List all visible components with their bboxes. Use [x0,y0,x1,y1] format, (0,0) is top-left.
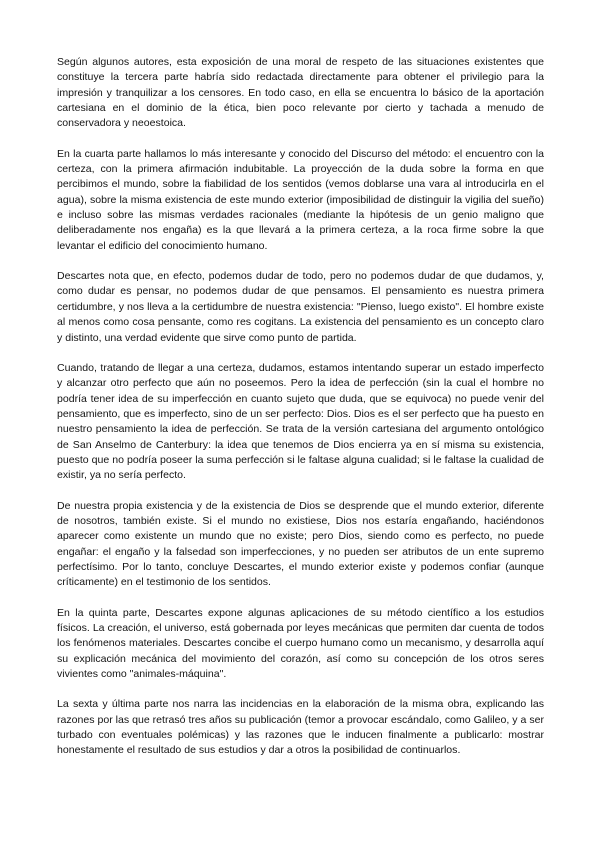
paragraph-idea-de-perfeccion: Cuando, tratando de llegar a una certeza, dudamos, estamos intentando superar un estado imperfecto y alcanzar otro perfecto que aún no poseemos. Pero la idea de perfección (sin la cual el hombre no podría tener idea de su imperfección en cuanto sujeto que duda, que se equivoca) no puede venir del pensamiento, que es imperfecto, sino de un ser perfecto: Dios. Dios es el ser perfecto que ha puesto en nuestro pensamiento la idea de perfección. Se trata de la versión cartesiana del argumento ontológico de San Anselmo de Canterbury: la idea que tenemos de Dios encierra ya en sí misma su existencia, puesto que no podría poseer la suma perfección si le faltase alguna cualidad; si le faltase la cualidad de existir, ya no sería perfecto. [57,361,544,482]
paragraph-mundo-exterior: De nuestra propia existencia y de la existencia de Dios se desprende que el mundo exterior, diferente de nosotros, también existe. Si el mundo no existiese, Dios nos estaría engañando, haciéndonos aparecer como existente un mundo que no existe; pero Dios, siendo como es perfecto, no puede engañar: el engaño y la falsedad son imperfecciones, y no pueden ser atributos de un ente supremo perfectísimo. Por lo tanto, concluye Descartes, el mundo exterior existe y podemos confiar (aunque críticamente) en el testimonio de los sentidos. [57,499,544,589]
paragraph-cogito: Descartes nota que, en efecto, podemos dudar de todo, pero no podemos dudar de que dudamos, y, como dudar es pensar, no podemos dudar de que pensamos. El pensamiento es nuestra primera certidumbre, y nos lleva a la certidumbre de nuestra existencia: "Pienso, luego existo". El hombre existe al menos como cosa pensante, como res cogitans. La existencia del pensamiento es un concepto claro y distinto, una verdad evidente que sirve como punto de partida. [57,270,544,344]
body-text [57,55,544,774]
paragraph-cuarta-parte: En la cuarta parte hallamos lo más interesante y conocido del Discurso del método: el encuentro con la certeza, con la primera afirmación indubitable. La proyección de la duda sobre la forma en que percibimos el mundo, sobre la fiabilidad de los sentidos (vemos doblarse una vara al introducirla en el agua), sobre la misma existencia de este mundo exterior (imposibilidad de distinguir la vigilia del sueño) e incluso sobre las mismas verdades racionales (mediante la hipótesis de un genio maligno que deliberadamente nos engaña) es la que llevará a la primera certeza, a la roca firme sobre la que levantar el edificio del conocimiento humano. [57,147,544,252]
paragraph-tercera-parte: Según algunos autores, esta exposición de una moral de respeto de las situaciones existentes que constituye la tercera parte habría sido redactada directamente para obtener el privilegio para la impresión y tranquilizar a los censores. En todo caso, en ella se encuentra lo básico de la aportación cartesiana en el dominio de la ética, bien poco relevante por cierto y tachada a menudo de conservadora y neoestoica. [57,56,544,130]
paragraph-quinta-parte: En la quinta parte, Descartes expone algunas aplicaciones de su método científico a los estudios físicos. La creación, el universo, está gobernada por leyes mecánicas que permiten dar cuenta de todos los fenómenos materiales. Descartes concibe el cuerpo humano como un mecanismo, y desarrolla aquí su explicación mecánica del movimiento del corazón, así como su concepción de los otros seres vivientes como "animales-máquina". [57,606,544,681]
paragraph-sexta-parte: La sexta y última parte nos narra las incidencias en la elaboración de la misma obra, explicando las razones por las que retrasó tres años su publicación (temor a provocar escándalo, como Galileo, y a ser turbado con eventuales polémicas) y las razones que le inducen finalmente a publicarlo: mostrar honestamente el resultado de sus estudios y dar a otros la posibilidad de continuarlos. [57,698,544,757]
